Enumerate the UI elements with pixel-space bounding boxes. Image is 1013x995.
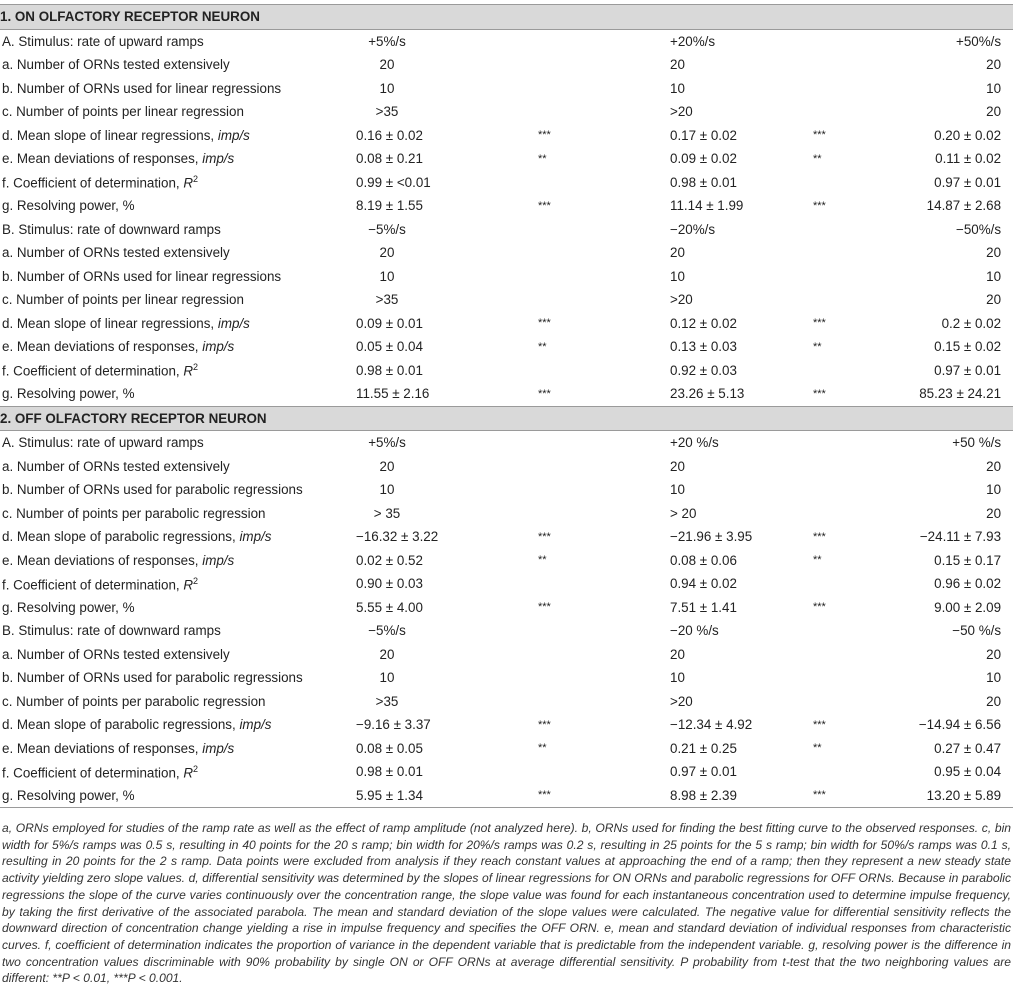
row-label <box>0 171 356 195</box>
significance-1: *** <box>538 129 551 142</box>
value-col-2: +20%/s <box>670 33 716 49</box>
table-row <box>0 737 1013 761</box>
significance-2 <box>757 100 887 124</box>
significance-1: *** <box>538 199 551 212</box>
significance-2: *** <box>813 199 826 212</box>
value-col-2: 0.08 ± 0.06 <box>670 552 737 568</box>
value-col-2: 10 <box>670 670 685 686</box>
row-label <box>0 596 356 620</box>
row-label-text: c. Number of points per parabolic regression <box>2 505 266 521</box>
table-row <box>0 382 1013 406</box>
table-row <box>0 359 1013 383</box>
value-col-3: 13.20 ± 5.89 <box>887 784 1013 808</box>
significance-1 <box>498 218 632 242</box>
table-row <box>0 713 1013 737</box>
row-label <box>0 147 356 171</box>
value-col-3: 0.20 ± 0.02 <box>934 127 1002 143</box>
significance-1 <box>498 666 632 690</box>
value-col-2: +20 %/s <box>670 435 719 451</box>
significance-1 <box>498 643 632 667</box>
value-col-2: 7.51 ± 1.41 <box>670 599 737 615</box>
row-label-text: d. Mean slope of linear regressions, <box>2 127 218 143</box>
significance-1 <box>498 29 632 53</box>
significance-2 <box>757 619 887 643</box>
row-label-superscript: 2 <box>193 174 199 185</box>
table-row <box>0 100 1013 124</box>
significance-1 <box>498 53 632 77</box>
value-col-2: 0.98 ± 0.01 <box>670 174 737 190</box>
significance-2 <box>757 288 887 312</box>
value-col-3: −50 %/s <box>952 623 1002 639</box>
significance-2: *** <box>757 784 887 808</box>
table-row <box>0 241 1013 265</box>
row-label-text: A. Stimulus: rate of upward ramps <box>2 435 204 451</box>
table-row <box>0 525 1013 549</box>
row-label-superscript: 2 <box>193 763 199 774</box>
significance-2 <box>757 241 887 265</box>
value-col-3: 20 <box>986 57 1002 73</box>
significance-1: *** <box>538 718 551 731</box>
table-row <box>0 502 1013 526</box>
value-col-3: −50%/s <box>956 221 1002 237</box>
significance-1 <box>498 288 632 312</box>
row-label-unit: R <box>183 363 194 379</box>
row-label-unit: imp/s <box>202 151 235 167</box>
row-label-text: b. Number of ORNs used for parabolic regressions <box>2 482 303 498</box>
value-col-3: 0.2 ± 0.02 <box>941 315 1002 331</box>
significance-1 <box>498 171 632 195</box>
row-label-text: a. Number of ORNs tested extensively <box>2 57 230 73</box>
value-col-1: 0.08 ± 0.21 <box>356 151 423 167</box>
value-col-2: 0.09 ± 0.02 <box>670 151 737 167</box>
value-col-1: 0.08 ± 0.05 <box>356 740 423 756</box>
significance-2 <box>757 478 887 502</box>
value-col-2: >20 <box>670 693 693 709</box>
value-col-2: 20 <box>670 57 685 73</box>
value-col-1: 5.55 ± 4.00 <box>356 599 423 615</box>
row-label-text: f. Coefficient of determination, <box>2 175 184 191</box>
significance-2: *** <box>813 317 826 330</box>
significance-1 <box>498 100 632 124</box>
significance-1 <box>498 502 632 526</box>
significance-2: ** <box>813 742 822 755</box>
row-label-unit: imp/s <box>217 127 250 143</box>
value-col-2: 20 <box>670 245 685 261</box>
value-col-1: >35 <box>375 292 399 308</box>
table-footnote <box>2 820 1011 987</box>
row-label <box>0 53 356 77</box>
row-label-text: A. Stimulus: rate of upward ramps <box>2 33 204 49</box>
table-row <box>0 218 1013 242</box>
significance-2 <box>757 359 887 383</box>
row-label-text: g. Resolving power, % <box>2 787 135 803</box>
row-label <box>0 572 356 596</box>
row-label <box>0 643 356 667</box>
value-col-2: 0.12 ± 0.02 <box>670 315 737 331</box>
table-row <box>0 596 1013 620</box>
value-col-1: 0.16 ± 0.02 <box>356 127 423 143</box>
row-label <box>0 382 356 406</box>
table-row <box>0 666 1013 690</box>
value-col-1: 0.98 ± 0.01 <box>356 764 423 780</box>
row-label-text: a. Number of ORNs tested extensively <box>2 646 230 662</box>
value-col-1: 20 <box>379 458 395 474</box>
significance-1: *** <box>538 387 551 400</box>
row-label <box>0 288 356 312</box>
value-col-1: > 35 <box>373 505 401 521</box>
value-col-3: 20 <box>986 245 1002 261</box>
value-col-1: >35 <box>375 693 399 709</box>
significance-1: ** <box>538 152 547 165</box>
table-row <box>0 265 1013 289</box>
value-col-3: −14.94 ± 6.56 <box>918 717 1002 733</box>
table-row <box>0 194 1013 218</box>
significance-1 <box>498 760 632 784</box>
significance-1 <box>498 572 632 596</box>
value-col-3: 20 <box>986 458 1002 474</box>
table-row <box>0 53 1013 77</box>
row-label <box>0 760 356 784</box>
row-label-unit: R <box>183 576 194 592</box>
value-col-2: −20 %/s <box>670 623 719 639</box>
section-header <box>0 406 1013 431</box>
significance-2 <box>757 29 887 53</box>
value-col-3: 20 <box>986 646 1002 662</box>
table-row <box>0 455 1013 479</box>
value-col-2: 0.13 ± 0.03 <box>670 339 737 355</box>
table-row <box>0 288 1013 312</box>
value-col-3: −24.11 ± 7.93 <box>919 529 1002 545</box>
significance-1: ** <box>538 742 547 755</box>
value-col-2: 11.14 ± 1.99 <box>670 198 744 214</box>
table-row <box>0 619 1013 643</box>
value-col-1: 0.99 ± <0.01 <box>356 174 431 190</box>
significance-1: ** <box>538 340 547 353</box>
value-col-3: 9.00 ± 2.09 <box>934 599 1002 615</box>
significance-1 <box>498 619 632 643</box>
value-col-1: +5%/s <box>368 33 406 49</box>
data-table <box>0 4 1013 808</box>
row-label-unit: imp/s <box>239 717 272 733</box>
row-label-text: d. Mean slope of parabolic regressions, <box>2 717 240 733</box>
significance-2 <box>757 171 887 195</box>
table-row <box>0 77 1013 101</box>
row-label-superscript: 2 <box>193 575 199 586</box>
value-col-2: 0.94 ± 0.02 <box>670 576 737 592</box>
significance-2 <box>757 643 887 667</box>
row-label-text: c. Number of points per linear regression <box>2 292 244 308</box>
significance-2 <box>757 218 887 242</box>
significance-2: *** <box>813 718 826 731</box>
significance-2: ** <box>813 340 822 353</box>
value-col-3: 0.15 ± 0.02 <box>934 339 1002 355</box>
section-header <box>0 5 1013 30</box>
significance-1: ** <box>538 554 547 567</box>
significance-1 <box>498 478 632 502</box>
row-label-text: b. Number of ORNs used for parabolic regressions <box>2 670 303 686</box>
value-col-1: 10 <box>379 670 395 686</box>
significance-2 <box>757 455 887 479</box>
value-col-1: 5.95 ± 1.34 <box>356 784 498 808</box>
value-col-3: 0.95 ± 0.04 <box>934 764 1002 780</box>
value-col-2: >20 <box>670 292 693 308</box>
significance-2: *** <box>813 601 826 614</box>
row-label <box>0 241 356 265</box>
row-label <box>0 784 356 808</box>
value-col-1: 0.90 ± 0.03 <box>356 576 423 592</box>
value-col-1: >35 <box>375 104 399 120</box>
table-row <box>0 29 1013 53</box>
value-col-3: 10 <box>986 80 1002 96</box>
row-label <box>0 431 356 455</box>
row-label-text: B. Stimulus: rate of downward ramps <box>2 623 221 639</box>
value-col-2: −12.34 ± 4.92 <box>670 717 753 733</box>
significance-1 <box>498 690 632 714</box>
value-col-1: −9.16 ± 3.37 <box>356 717 431 733</box>
significance-1 <box>498 455 632 479</box>
value-col-1: 10 <box>379 268 395 284</box>
value-col-1: +5%/s <box>368 435 406 451</box>
row-label <box>0 690 356 714</box>
value-col-2: 20 <box>670 646 685 662</box>
table-row <box>0 478 1013 502</box>
value-col-1: 20 <box>379 245 395 261</box>
value-col-2: 23.26 ± 5.13 <box>670 386 745 402</box>
row-label-unit: imp/s <box>202 552 235 568</box>
row-label-text: e. Mean deviations of responses, <box>2 339 203 355</box>
significance-1 <box>498 77 632 101</box>
row-label <box>0 666 356 690</box>
table-body <box>0 5 1013 808</box>
value-col-3: 0.27 ± 0.47 <box>934 740 1002 756</box>
value-col-2: 0.97 ± 0.01 <box>670 764 737 780</box>
row-label-text: b. Number of ORNs used for linear regressions <box>2 80 282 96</box>
row-label-text: e. Mean deviations of responses, <box>2 151 203 167</box>
footnote-text: a, ORNs employed for studies of the ramp rate as well as the effect of ramp amplitude (not analyzed here). b, ORNs used for finding the best fitting curve to the observed responses. c, bin width for 5%/s ramps was 0.5 s, resulting in 40 points for the 20 s ramp; bin width for 20%/s ramps was 0.2 s, resulting in 25 points for the 5 s ramp; bin width for 50%/s ramps was 0.1 s, resulting in 20 points for the 2 s ramp. Data points were excluded from analysis if they reach constant values at approaching the end of a ramp; then they represent a new steady state activity yielding zero slope values. d, differential sensitivity was determined by the slopes of linear regressions for ON ORNs and parabolic regressions for OFF ORNs. Because in parabolic regressions the slope of the curve varies continuously over the concentration range, the slope value was found for each instantaneous concentration used to determine impulse frequency, by taking the first derivative of the associated parabola. The mean and standard deviation of the slope values were calculated. The negative value for differential sensitivity reflects the downward direction of concentration change yielding a rise in impulse frequency and specifies the OFF ORN. e, mean and standard deviation of individual responses from characteristic curves. f, coefficient of determination indicates the proportion of variance in the dependent variable that is predictable from the independent variable. g, resolving power is the difference in two concentration values discriminable with 90% probability by single ON or OFF ORNs at average differential sensitivity. P probability from t-test that the two neighboring values are different: **P < 0.01, ***P < 0.001. <box>2 821 1011 986</box>
table-row <box>0 431 1013 455</box>
row-label-unit: imp/s <box>202 740 235 756</box>
value-col-2: −20%/s <box>670 221 716 237</box>
value-col-2: 0.92 ± 0.03 <box>670 362 737 378</box>
row-label-text: c. Number of points per linear regression <box>2 104 244 120</box>
value-col-3: 10 <box>986 482 1002 498</box>
table-row <box>0 760 1013 784</box>
significance-2 <box>757 690 887 714</box>
value-col-1: 11.55 ± 2.16 <box>356 386 430 402</box>
significance-2 <box>757 431 887 455</box>
value-col-3: 0.11 ± 0.02 <box>935 151 1002 167</box>
row-label-text: f. Coefficient of determination, <box>2 576 184 592</box>
table-row <box>0 784 1013 808</box>
row-label <box>0 359 356 383</box>
value-col-3: 10 <box>986 670 1002 686</box>
value-col-1: 0.98 ± 0.01 <box>356 362 423 378</box>
significance-1 <box>498 431 632 455</box>
value-col-3: 20 <box>986 505 1002 521</box>
row-label-text: d. Mean slope of parabolic regressions, <box>2 529 240 545</box>
significance-1 <box>498 265 632 289</box>
table-row <box>0 312 1013 336</box>
row-label-text: a. Number of ORNs tested extensively <box>2 245 230 261</box>
value-col-3: +50 %/s <box>952 435 1002 451</box>
value-col-2: −21.96 ± 3.95 <box>670 529 753 545</box>
value-col-3: 20 <box>986 292 1002 308</box>
row-label-text: a. Number of ORNs tested extensively <box>2 458 230 474</box>
row-label-text: d. Mean slope of linear regressions, <box>2 315 218 331</box>
row-label-text: c. Number of points per parabolic regression <box>2 693 266 709</box>
row-label-text: f. Coefficient of determination, <box>2 363 184 379</box>
value-col-1: 0.02 ± 0.52 <box>356 552 423 568</box>
row-label <box>0 194 356 218</box>
table-row <box>0 335 1013 359</box>
significance-1: *** <box>538 317 551 330</box>
row-label-text: f. Coefficient of determination, <box>2 764 184 780</box>
value-col-3: 0.15 ± 0.17 <box>934 552 1002 568</box>
section-title: 2. OFF OLFACTORY RECEPTOR NEURON <box>0 406 1013 431</box>
row-label <box>0 218 356 242</box>
significance-2: ** <box>813 152 822 165</box>
row-label <box>0 77 356 101</box>
table-row <box>0 572 1013 596</box>
table-row <box>0 690 1013 714</box>
row-label-superscript: 2 <box>193 362 199 373</box>
value-col-3: 10 <box>986 268 1002 284</box>
row-label <box>0 713 356 737</box>
table-row <box>0 124 1013 148</box>
row-label-text: b. Number of ORNs used for linear regressions <box>2 268 282 284</box>
significance-2 <box>757 502 887 526</box>
row-label-text: e. Mean deviations of responses, <box>2 552 203 568</box>
row-label <box>0 619 356 643</box>
table-row <box>0 171 1013 195</box>
row-label-text: g. Resolving power, % <box>2 599 135 615</box>
row-label <box>0 29 356 53</box>
significance-2: *** <box>813 129 826 142</box>
row-label <box>0 335 356 359</box>
significance-2 <box>757 265 887 289</box>
value-col-2: 0.17 ± 0.02 <box>670 127 737 143</box>
row-label <box>0 478 356 502</box>
value-col-3: 20 <box>986 104 1002 120</box>
value-col-1: −16.32 ± 3.22 <box>356 529 439 545</box>
value-col-2: 20 <box>670 458 685 474</box>
value-col-3: +50%/s <box>956 33 1002 49</box>
significance-2 <box>757 760 887 784</box>
row-label <box>0 502 356 526</box>
value-col-2: >20 <box>670 104 693 120</box>
row-label-text: B. Stimulus: rate of downward ramps <box>2 221 221 237</box>
row-label-unit: imp/s <box>202 339 235 355</box>
value-col-2: 0.21 ± 0.25 <box>670 740 737 756</box>
significance-2: ** <box>813 554 822 567</box>
row-label-text: g. Resolving power, % <box>2 386 135 402</box>
value-col-1: −5%/s <box>368 221 406 237</box>
row-label-unit: R <box>183 175 194 191</box>
row-label <box>0 549 356 573</box>
value-col-2: > 20 <box>670 505 697 521</box>
value-col-1: 20 <box>379 646 395 662</box>
significance-1 <box>498 359 632 383</box>
section-title: 1. ON OLFACTORY RECEPTOR NEURON <box>0 5 1013 30</box>
value-col-3: 0.97 ± 0.01 <box>934 174 1002 190</box>
value-col-2: 10 <box>670 482 685 498</box>
value-col-3: 85.23 ± 24.21 <box>919 386 1002 402</box>
significance-2 <box>757 77 887 101</box>
significance-2 <box>757 666 887 690</box>
table-row <box>0 549 1013 573</box>
table-row <box>0 147 1013 171</box>
row-label-unit: imp/s <box>239 529 272 545</box>
value-col-2: 10 <box>670 268 685 284</box>
row-label <box>0 525 356 549</box>
value-col-3: 0.97 ± 0.01 <box>934 362 1002 378</box>
significance-1: *** <box>538 530 551 543</box>
significance-2: *** <box>813 530 826 543</box>
table-row <box>0 643 1013 667</box>
value-col-1: 20 <box>379 57 395 73</box>
significance-1 <box>498 241 632 265</box>
significance-2 <box>757 572 887 596</box>
row-label <box>0 455 356 479</box>
value-col-1: 0.05 ± 0.04 <box>356 339 423 355</box>
value-col-3: 20 <box>986 693 1002 709</box>
row-label-text: e. Mean deviations of responses, <box>2 740 203 756</box>
row-label <box>0 312 356 336</box>
value-col-1: −5%/s <box>368 623 406 639</box>
value-col-2: 10 <box>670 80 685 96</box>
row-label-text: g. Resolving power, % <box>2 198 135 214</box>
row-label <box>0 265 356 289</box>
value-col-1: 10 <box>379 80 395 96</box>
value-col-2: 8.98 ± 2.39 <box>632 784 757 808</box>
value-col-3: 0.96 ± 0.02 <box>934 576 1002 592</box>
significance-1: *** <box>538 601 551 614</box>
value-col-1: 8.19 ± 1.55 <box>356 198 423 214</box>
value-col-3: 14.87 ± 2.68 <box>926 198 1002 214</box>
value-col-1: 10 <box>379 482 395 498</box>
significance-2: *** <box>813 387 826 400</box>
row-label-unit: imp/s <box>217 315 250 331</box>
value-col-1: 0.09 ± 0.01 <box>356 315 423 331</box>
significance-1: *** <box>498 784 632 808</box>
row-label <box>0 737 356 761</box>
row-label-unit: R <box>183 764 194 780</box>
row-label <box>0 124 356 148</box>
row-label <box>0 100 356 124</box>
significance-2 <box>757 53 887 77</box>
